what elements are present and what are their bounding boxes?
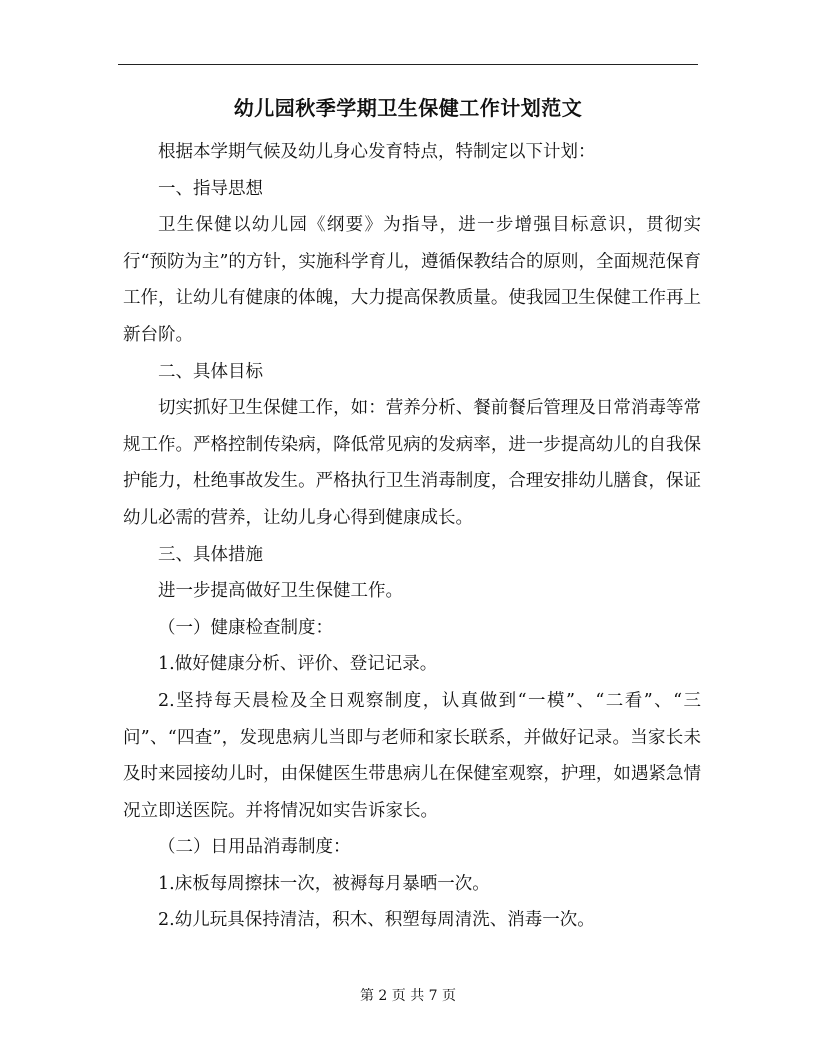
page-number-footer: 第 2 页 共 7 页 (359, 988, 457, 1004)
body-paragraph: 切实抓好卫生保健工作，如：营养分析、餐前餐后管理及日常消毒等常规工作。严格控制传染病，降低常见病的发病率，进一步提高幼儿的自我保护能力，杜绝事故发生。严格执行卫生消毒制度，合理安排幼儿膳食，保证幼儿必需的营养，让幼儿身心得到健康成长。 (123, 398, 701, 528)
body-paragraph: 进一步提高做好卫生保健工作。 (158, 581, 403, 602)
subsection-heading-disinfection: （二）日用品消毒制度： (158, 837, 351, 858)
list-item: 1.做好健康分析、评价、登记记录。 (158, 654, 438, 675)
section-heading-specific-goals: 二、具体目标 (158, 361, 263, 382)
list-item: 2.坚持每天晨检及全日观察制度，认真做到“一模”、“二看”、“三问”、“四查”，发现患病儿当即与老师和家长联系，并做好记录。当家长未及时来园接幼儿时，由保健医生带患病儿在保健室观察，护理，如遇紧急情况立即送医院。并将情况如实告诉家长。 (123, 690, 701, 821)
intro-paragraph: 根据本学期气候及幼儿身心发育特点，特制定以下计划： (158, 142, 596, 162)
subsection-heading-health-check: （一）健康检查制度： (158, 617, 333, 638)
body-paragraph: 卫生保健以幼儿园《纲要》为指导，进一步增强目标意识，贯彻实行“预防为主”的方针，实施科学育儿，遵循保教结合的原则，全面规范保育工作，让幼儿有健康的体魄，大力提高保教质量。使我园卫生保健工作再上新台阶。 (123, 215, 701, 345)
document-title: 幼儿园秋季学期卫生保健工作计划范文 (233, 96, 583, 120)
header-rule (118, 64, 698, 65)
list-item: 1.床板每周擦抹一次，被褥每月暴晒一次。 (158, 873, 490, 894)
document-body (123, 134, 701, 939)
list-item: 2.幼儿玩具保持清洁，积木、积塑每周清洗、消毒一次。 (158, 910, 595, 931)
section-heading-specific-measures: 三、具体措施 (158, 544, 263, 565)
section-heading-guiding-ideology: 一、指导思想 (158, 178, 263, 199)
